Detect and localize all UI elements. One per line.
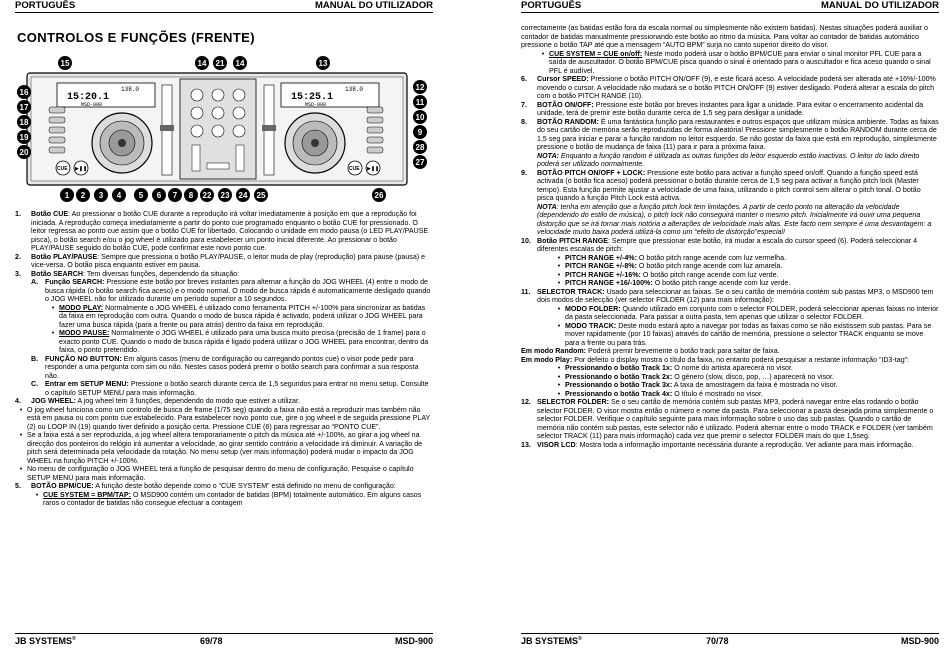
item-number: 11.	[521, 287, 531, 296]
bullet-text: O botão pitch range acende com luz amarela.	[636, 262, 783, 270]
bullet-dot: •	[557, 364, 561, 372]
callout-number: 21	[215, 59, 225, 68]
sub-text: Pressione o botão search durante cerca de 1,5 segundos para entrar no menu setup. Consulte o capítulo SETUP MENU para mais informação.	[45, 380, 429, 397]
item-title: Cursor SPEED:	[537, 75, 589, 83]
item-4	[15, 397, 433, 406]
header-language: PORTUGUÊS	[521, 0, 582, 11]
callout-number: 14	[197, 59, 207, 68]
right-lcd-time: 15:25.1	[291, 92, 334, 103]
item-12	[521, 398, 939, 441]
sub-text: Pressione este botão por breves instantes para alternar a função do JOG WHEEL (4) entre o modo de busca rápida (o botão search fica aceso) e o modo normal. O modo de busca rápida é automaticamente desligado quando o JOG WHEEL não for utilizado durante um período superior a 10 segundos.	[45, 278, 431, 303]
callout-number: 20	[19, 148, 29, 157]
bullet-dot: •	[557, 372, 561, 381]
callout-number: 3	[98, 191, 104, 200]
bullet-title: MODO TRACK:	[565, 321, 617, 330]
callout-number: 14	[235, 59, 245, 68]
bullet-text: O género (slow, disco, pop, …) aparecerá no visor.	[672, 372, 834, 381]
item-title: SELECTOR FOLDER:	[537, 398, 609, 406]
right-body-text	[521, 24, 939, 449]
bullet-dot: •	[19, 465, 23, 473]
item-title: Botão SEARCH	[31, 269, 84, 278]
item-title: BOTÃO BPM/CUE:	[31, 482, 94, 490]
line-title: Em modo Random:	[521, 347, 587, 355]
sub-title: Entrar em SETUP MENU:	[45, 380, 129, 388]
sub-letter: C.	[31, 380, 39, 388]
bullet-title: MODO FOLDER:	[565, 304, 621, 313]
item-title: BOTÃO ON/OFF:	[537, 100, 594, 109]
callout-number: 2	[80, 191, 86, 200]
continued-text: correctamente (as batidas estão fora da escala normal ou simplesmente não existem batidas). Nestas situações poderá auxiliar o contador de batidas manualmente pressionando este botão ao ritmo da música. Para voltar ao contador de batidas automático pressione o botão TAP até que a mensagem “AUTO BPM” surja no canto superior direito do visor.	[521, 24, 928, 49]
left-lcd-bpm: 138.0	[121, 86, 140, 93]
item-number: 1.	[15, 210, 21, 218]
footer-brand: JB SYSTEMS	[15, 636, 73, 646]
item-number: 2.	[15, 252, 21, 261]
track-1x	[553, 364, 939, 373]
sub-title: FUNÇÃO NO BUTTON:	[45, 354, 122, 363]
item-text: A jog wheel tem 3 funções, dependendo do modo que estiver a utilizar.	[75, 397, 300, 405]
page-footer	[15, 633, 433, 648]
bullet-text: O botão pitch range acende com luz verde.	[652, 279, 791, 287]
item-text: É uma fantástica função para restaurantes e outros espaços que utilizam música ambiente. Todas as faixas do seu cartão de memória serão reproduzidas de forma aleatória! Pressione simplesmente o botão RANDOM durante cerca de 1,5 seg para iniciar e parar a função random no leitor esquerdo. Se não gostar da faixa que está em reprodução, simplesmente pressione o botão de mudança de faixa (11) para ir para a próxima faixa.	[537, 117, 939, 151]
item-7	[521, 101, 939, 118]
note-label: NOTA	[537, 202, 557, 211]
item-text: Usado para seleccionar as faixas. Se o seu cartão de memória contém sub pastas MP3, o MSD900 tem dois modos de selecção (ver selector FOLDER (12) para mais informação):	[537, 287, 934, 304]
bullet-dot: •	[557, 321, 561, 330]
pitch-range-100	[553, 279, 939, 288]
callout-number: 4	[116, 191, 122, 200]
line-text: Poderá premir brevemente o botão track para saltar de faixa.	[586, 347, 780, 355]
bullet-title: MODO PAUSE:	[59, 329, 110, 337]
bullet-text: O título é mostrado no visor.	[672, 389, 763, 398]
bullet-mode-play	[47, 304, 433, 330]
callout-number: 11	[415, 98, 425, 107]
left-body-text	[15, 210, 433, 508]
bullet-title: PITCH RANGE +16/-100%:	[565, 279, 653, 287]
item-8	[521, 118, 939, 169]
item-text: : Sempre que pressionar este botão, irá mudar a escala do cursor speed (6). Poderá seleccionar 4 diferentes escalas de pitch:	[537, 236, 918, 253]
callout-number: 19	[19, 133, 29, 142]
callout-number: 18	[19, 118, 29, 127]
mode-track	[553, 322, 939, 348]
item-number: 9.	[521, 168, 527, 177]
callout-number: 6	[156, 191, 162, 200]
footer-registered: ®	[72, 636, 76, 642]
bullet-dot: •	[35, 490, 39, 499]
bullet-dot: •	[557, 279, 561, 287]
bullet-text: Normalmente o JOG WHEEL é utilizado como ferramenta PITCH +/-100% para sincronizar as batidas da faixa em reprodução com outra. Quando o modo de busca rápida é activado, poderá utilizar o JOG WHEEL para fazer uma busca rápida (para a frente ou para atrás) dentro da faixa em reprodução.	[59, 303, 426, 329]
right-page	[521, 0, 939, 654]
item-13	[521, 441, 939, 450]
bullet-title: PITCH RANGE +/-16%:	[565, 270, 641, 279]
pitch-range-4	[553, 254, 939, 263]
bullet-cue-on-off	[537, 50, 939, 76]
item-text: : Tem diversas funções, dependendo da situação:	[83, 269, 240, 278]
callout-number: 27	[415, 158, 425, 167]
random-mode-line	[521, 347, 939, 356]
item-text: A função deste botão depende como o “CUE SYSTEM” está definido no menu de configuração:	[93, 482, 396, 490]
page-header	[521, 0, 939, 13]
play-mode-line	[521, 356, 939, 365]
item-text: : Sempre que pressiona o botão PLAY/PAUSE, o leitor muda de play (reprodução) para pause (pausa) e vice-versa. O botão pisca enquanto estiver em pausa.	[31, 252, 426, 269]
callout-number: 26	[374, 191, 384, 200]
line-text: Por defeito o display mostra o título da faixa, no entanto poderá pesquisar a restante informação “ID3-tag”:	[572, 355, 909, 364]
bullet-text: Deste modo estará apto a navegar por todas as faixas como se não existissem sub pastas. Para se mover rapidamente (por 10 faixas) através do cartão de memória, pressione o selector TRACK enquanto se move para a frente ou para trás.	[565, 321, 932, 347]
bullet-title: Pressionando o botão Track 2x:	[565, 372, 673, 381]
item-number: 4.	[15, 397, 21, 405]
bullet-text: O botão pitch range acende com luz vermelha.	[636, 253, 786, 262]
left-lcd-model: MSD-900	[81, 102, 103, 108]
callout-number: 17	[19, 103, 29, 112]
item-11	[521, 288, 939, 305]
bullet-title: CUE SYSTEM = BPM/TAP:	[43, 490, 131, 499]
jog-bullet-1	[15, 406, 433, 432]
bullet-text: Normalmente o JOG WHEEL é utilizado para uma busca muito precisa (precisão de 1 frame) para o exacto ponto CUE. Quando o modo de busca rápida é ligado poderá utilizar o JOG WHEEL para encontrar, dentro da faixa, o ponto pretendido.	[59, 329, 429, 354]
callout-number: 1	[64, 191, 70, 200]
bullet-text: O jog wheel funciona como um controlo de busca de frame (1/75 seg) quando a faixa não está a reproduzir mas também não está em pausa ou com ponto cue estabelecido. Para estabelecer novo ponto cue, gire o jog wheel e de seguida pressione PLAY (2) ou LOOP IN (19) quando tiver definido a posição certa. Pressione CUE (6) para regressar ao “PONTO CUE”.	[27, 405, 431, 431]
footer-registered: ®	[578, 636, 582, 642]
pitch-range-16	[553, 271, 939, 280]
callout-number: 9	[417, 128, 423, 137]
bullet-text: Quando utilizado em conjunto com o selector FOLDER, poderá seleccionar apenas faixas no interior da pasta seleccionada. Para passar a outra pasta, tem apenas que utilizar o selector FOLDER.	[565, 304, 939, 321]
item-3c	[31, 380, 433, 397]
bullet-mode-pause	[47, 329, 433, 355]
bullet-title: PITCH RANGE +/-8%:	[565, 262, 637, 270]
callout-number: 5	[138, 191, 144, 200]
callout-number: 28	[415, 143, 425, 152]
left-lcd-time: 15:20.1	[67, 92, 110, 103]
item-number: 7.	[521, 100, 527, 109]
bullet-dot: •	[557, 381, 561, 389]
item-title: VISOR LCD	[537, 440, 576, 449]
callout-number: 24	[238, 191, 248, 200]
bullet-title: Pressionando o botão Track 3x:	[565, 381, 673, 389]
bullet-title: Pressionando o botão Track 1x:	[565, 364, 673, 372]
cue-button-left-label: CUE	[57, 166, 68, 172]
right-lcd-model: MSD-900	[305, 102, 327, 108]
left-page	[15, 0, 433, 654]
bullet-text: Se a faixa está a ser reproduzida, a jog wheel altera temporariamente o pitch da música até +/-100%, ao girar a jog wheel na direcção dos ponteiros do relógio irá aumentar a velocidade, ao girar sentido contrário a velocidade irá diminuir. A variação de pitch será determinada pela velocidade da rotação. No menu setup (ver mais informação) poderá mudar o impacto da JOG WHEEL na função PITCH +/-100%.	[27, 431, 423, 465]
item-text: Pressione este botão por breves instantes para ligar a unidade. Para evitar o encerramento acidental da unidade, terá de premir este botão durante cerca de 1,5 seg para desligar a unidade.	[537, 100, 924, 117]
callout-number: 12	[415, 83, 425, 92]
item-number: 10.	[521, 236, 531, 245]
note-text: : tenha em atenção que a função pitch lock tem limitações. A partir de certo ponto na alteração da velocidade (dependendo do estilo de música), o pitch lock não conseguirá manter o mesmo pitch. Inicialmente irá ouvir uma pequena distorção que se irá tornar mais notória a alterações de velocidade mais altas. Este facto nem sempre é uma desvantagem: a velocidade muito baixa poderá utilizá-la como um “efeito de distorção”especial!	[537, 202, 932, 236]
note-text: Enquanto a função random é utilizada as outras funções do leitor esquerdo estão inactivas. O leitor do lado direito poderá ser utilizado normalmente.	[537, 151, 920, 168]
item-title: Botão CUE	[31, 210, 69, 218]
mode-folder	[553, 305, 939, 322]
bullet-dot: •	[19, 405, 23, 414]
bullet-dot: •	[557, 389, 561, 398]
bullet-text: O botão pitch range acende com luz verde.	[640, 270, 779, 279]
callout-number: 8	[188, 191, 194, 200]
note-label: NOTA:	[537, 151, 559, 160]
item-1	[15, 210, 433, 253]
item-6	[521, 75, 939, 101]
item-3b	[31, 355, 433, 381]
bullet-dot: •	[557, 270, 561, 279]
item-number: 13.	[521, 440, 531, 449]
header-manual: MANUAL DO UTILIZADOR	[314, 0, 433, 11]
sub-title: Função SEARCH:	[45, 278, 105, 286]
track-4x	[553, 390, 939, 399]
bullet-dot: •	[557, 262, 561, 270]
item-number: 5.	[15, 482, 21, 490]
sub-text: Em alguns casos (menu de configuração ou carregando pontos cue) o visor pode pedir para responder a uma pergunta com sim ou não. Nestes casos poderá premir o botão search para confirmar a sua resposta não.	[45, 354, 419, 380]
play-button-right-label: ▶❚❚	[367, 166, 380, 172]
header-language: PORTUGUÊS	[15, 0, 76, 11]
bullet-text: A taxa de amostragem da faixa é mostrada no visor.	[672, 381, 838, 389]
bullet-cue-bpm-tap	[31, 491, 433, 508]
bullet-dot: •	[557, 304, 561, 313]
front-panel-diagram	[17, 55, 425, 205]
track-3x	[553, 381, 939, 390]
item-2	[15, 253, 433, 270]
item-text: Pressione o botão PITCH ON/OFF (9), e este ficará aceso. A velocidade poderá ser alterada até +16%/-100% movendo o cursor. A velocidade não mudará se o botão PITCH ON/OFF (9) estiver desligado. Poderá alterar a escala do pitch com o botão PITCH RANGE (10).	[537, 75, 936, 100]
item-number: 8.	[521, 117, 527, 126]
callout-number: 7	[172, 191, 178, 200]
callout-number: 16	[19, 88, 29, 97]
track-2x	[553, 373, 939, 382]
bullet-text: No menu de configuração o JOG WHEEL terá a função de pesquisar dentro do menu de configuração. Pesquise o capítulo SETUP MENU para mais informação.	[27, 465, 414, 482]
item-3a	[31, 278, 433, 304]
item-3	[15, 270, 433, 279]
footer-page-number: 69/78	[200, 636, 223, 646]
callout-number: 22	[202, 191, 212, 200]
bullet-dot: •	[541, 49, 545, 58]
bullet-dot: •	[557, 253, 561, 262]
bullet-title: PITCH RANGE +/-4%:	[565, 253, 637, 262]
item-title: BOTÃO PITCH ON/OFF + LOCK:	[537, 168, 646, 177]
page-title: CONTROLOS E FUNÇÕES (FRENTE)	[17, 30, 255, 45]
item-number: 6.	[521, 75, 527, 83]
sub-letter: A.	[31, 278, 39, 286]
bullet-dot: •	[51, 329, 55, 337]
footer-page-number: 70/78	[706, 636, 729, 646]
bullet-dot: •	[51, 303, 55, 312]
jog-bullet-3	[15, 465, 433, 482]
item-text: : Mostra toda a informação importante necessária durante a reprodução. Ver adiante para mais informação.	[575, 440, 914, 449]
item-title: SELECTOR TRACK:	[537, 287, 605, 296]
bullet-title: MODO PLAY:	[59, 303, 104, 312]
cue-button-right-label: CUE	[349, 166, 360, 172]
bullet-title: Pressionando o botão Track 4x:	[565, 389, 673, 398]
play-button-left-label: ▶❚❚	[75, 166, 88, 172]
item-title: Botão PITCH RANGE	[537, 236, 608, 245]
callout-number: 13	[318, 59, 328, 68]
line-title: Em modo Play:	[521, 355, 573, 364]
footer-model: MSD-900	[900, 636, 939, 646]
item-text: Pressione este botão para activar a função speed on/off. Quando a função speed está activada (o botão fica aceso) poderá pressionar o botão durante cerca de 1,5 seg para activar a função pitch lock (Master tempo). Esta função permite ajustar a velocidade de uma faixa, utilizando o pitch control sem alterar o pitch tonal. O botão pisca quando a função Pitch Lock está activa.	[537, 168, 921, 202]
page-header	[15, 0, 433, 13]
item-text: : Ao pressionar o botão CUE durante a reprodução irá voltar imediatamente à posição em que a reprodução foi iniciada. A reprodução começa imediatamente a partir do ponto cue programado enquanto o botão CUE for pressionado. O leitor regressa ao ponto cue assim que o botão CUE for libertado. Colocando o unidade em modo pausa (o LED PLAY/PAUSE pisca), o botão search e/ou o jog wheel é utilizado para estabelecer um ponto inicial diferente. Ao pressionar o botão PLAY/PAUSE seguido do botão CUE, pode confirmar este novo ponto cue.	[31, 210, 429, 252]
page-footer	[521, 633, 939, 648]
bullet-text: Neste modo poderá usar o botão BPM/CUE para enviar o sinal monitor PFL CUE para a saída de auscultador. O botão BPM/CUE pisca quando o sinal é orientado para o auscultador e fica aceso quando o sinal PFL é audível.	[549, 49, 931, 75]
item-number: 12.	[521, 398, 531, 406]
footer-brand: JB SYSTEMS	[521, 636, 579, 646]
bullet-dot: •	[19, 431, 23, 439]
bullet-title: CUE SYSTEM = CUE on/off:	[549, 49, 643, 58]
callout-number: 15	[60, 59, 70, 68]
callout-number: 10	[415, 113, 425, 122]
item-title: JOG WHEEL:	[31, 397, 76, 405]
bullet-text: O nome do artista aparecerá no visor.	[672, 364, 793, 372]
item-title: BOTÃO RANDOM:	[537, 117, 599, 126]
item-number: 3.	[15, 269, 21, 278]
jog-bullet-2	[15, 431, 433, 465]
callout-number: 23	[220, 191, 230, 200]
header-manual: MANUAL DO UTILIZADOR	[820, 0, 939, 11]
bullet-text: O MSD900 contém um contador de batidas (BPM) totalmente automático. Em alguns casos raros o contador de batidas não consegue efectuar a contagem	[43, 490, 422, 507]
item-10	[521, 237, 939, 254]
callout-number: 25	[256, 191, 266, 200]
footer-model: MSD-900	[394, 636, 433, 646]
pitch-range-8	[553, 262, 939, 271]
item-title: Botão PLAY/PAUSE	[31, 252, 98, 261]
sub-letter: B.	[31, 354, 39, 363]
right-lcd-bpm: 138.0	[345, 86, 364, 93]
item-9	[521, 169, 939, 237]
item-5	[15, 482, 433, 491]
item-text: Se o seu cartão de memória contém sub pastas MP3, poderá navegar entre elas rodando o botão selector FOLDER. O visor mostra então o número e nome da pasta. Para seleccionar a pasta desejada prima simplesmente o selector FOLDER. Verifique o capítulo seguinte para mais informação sobre o uso das sub pastas. Quando o cartão de memória não contém sub pastas, este selector não é utilizado. Poderá alternar entre o modo TRACK e FOLDER (ver também selector TRACK (11) para mais informação) cada vez que premir o selector FOLDER mais do que 1,5seg.	[537, 398, 934, 440]
